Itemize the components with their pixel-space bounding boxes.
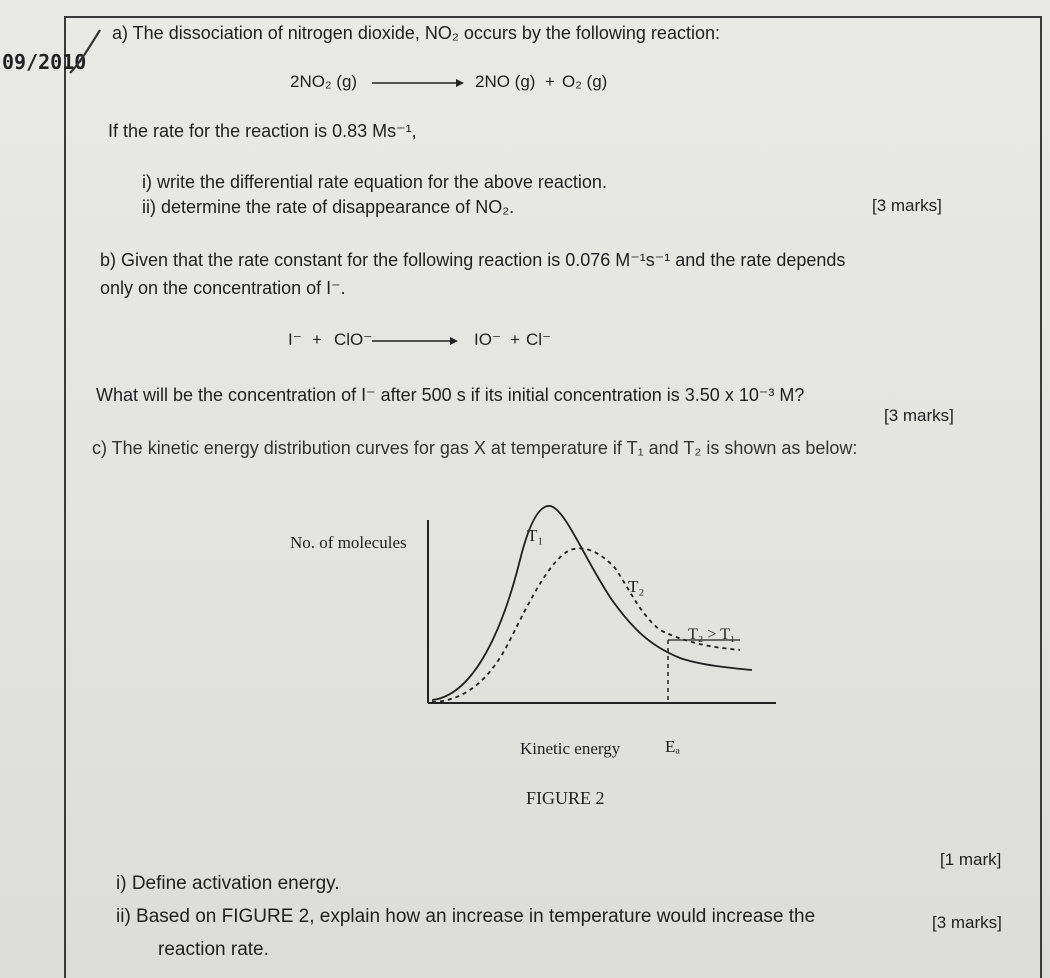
eq-a-plus: + xyxy=(545,72,555,91)
part-c-question-ii-line-1: ii) Based on FIGURE 2, explain how an increase in temperature would increase the xyxy=(116,906,816,927)
part-a-marks: [3 marks] xyxy=(872,196,942,215)
part-b-question: What will be the concentration of I⁻ after 500 s if its initial concentration is 3.50 x 10⁻³ M? xyxy=(96,385,805,405)
figure-ylabel: No. of molecules xyxy=(290,533,407,552)
part-c-q2-marks: [3 marks] xyxy=(932,913,1002,932)
curve-t1 xyxy=(432,506,752,700)
part-c-question-ii-line-2: reaction rate. xyxy=(158,939,269,960)
figure-caption: FIGURE 2 xyxy=(526,788,605,808)
curve-t2-label: T₂ xyxy=(628,577,645,596)
eq-b-product-1: IO⁻ xyxy=(474,330,501,349)
part-b-line-2: only on the concentration of I⁻. xyxy=(100,278,346,298)
figure-xlabel: Kinetic energy xyxy=(520,739,621,758)
eq-b-reactant-2: ClO⁻ xyxy=(334,330,373,349)
curve-t1-label: T₁ xyxy=(527,526,544,545)
eq-a-reactant: 2NO₂ (g) xyxy=(290,72,358,91)
eq-b-product-2: Cl⁻ xyxy=(526,330,552,349)
part-c-q1-marks: [1 mark] xyxy=(940,850,1002,869)
ea-label: Eₐ xyxy=(665,737,681,756)
part-b-line-1: b) Given that the rate constant for the following reaction is 0.076 M⁻¹s⁻¹ and the rate depends xyxy=(100,250,846,270)
eq-b-plus-1: + xyxy=(312,330,322,349)
temperature-relation-label: T₂ > T₁ xyxy=(688,626,736,643)
part-c-question-i: i) Define activation energy. xyxy=(116,873,340,894)
part-a-question-i: i) write the differential rate equation for the above reaction. xyxy=(142,172,607,192)
eq-a-product-1: 2NO (g) xyxy=(475,72,536,91)
handwritten-date: 09/2010 xyxy=(2,50,87,74)
part-b-marks: [3 marks] xyxy=(884,406,954,425)
part-a-heading: a) The dissociation of nitrogen dioxide, NO₂ occurs by the following reaction: xyxy=(112,23,720,43)
part-a-rate-text: If the rate for the reaction is 0.83 Ms⁻¹, xyxy=(108,121,417,141)
eq-b-reactant-1: I⁻ xyxy=(288,330,302,349)
part-a-question-ii: ii) determine the rate of disappearance of NO₂. xyxy=(142,197,515,217)
part-c-intro: c) The kinetic energy distribution curves for gas X at temperature if T₁ and T₂ is shown as below: xyxy=(92,438,858,458)
eq-a-product-2: O₂ (g) xyxy=(562,72,608,91)
eq-b-plus-2: + xyxy=(510,330,520,349)
